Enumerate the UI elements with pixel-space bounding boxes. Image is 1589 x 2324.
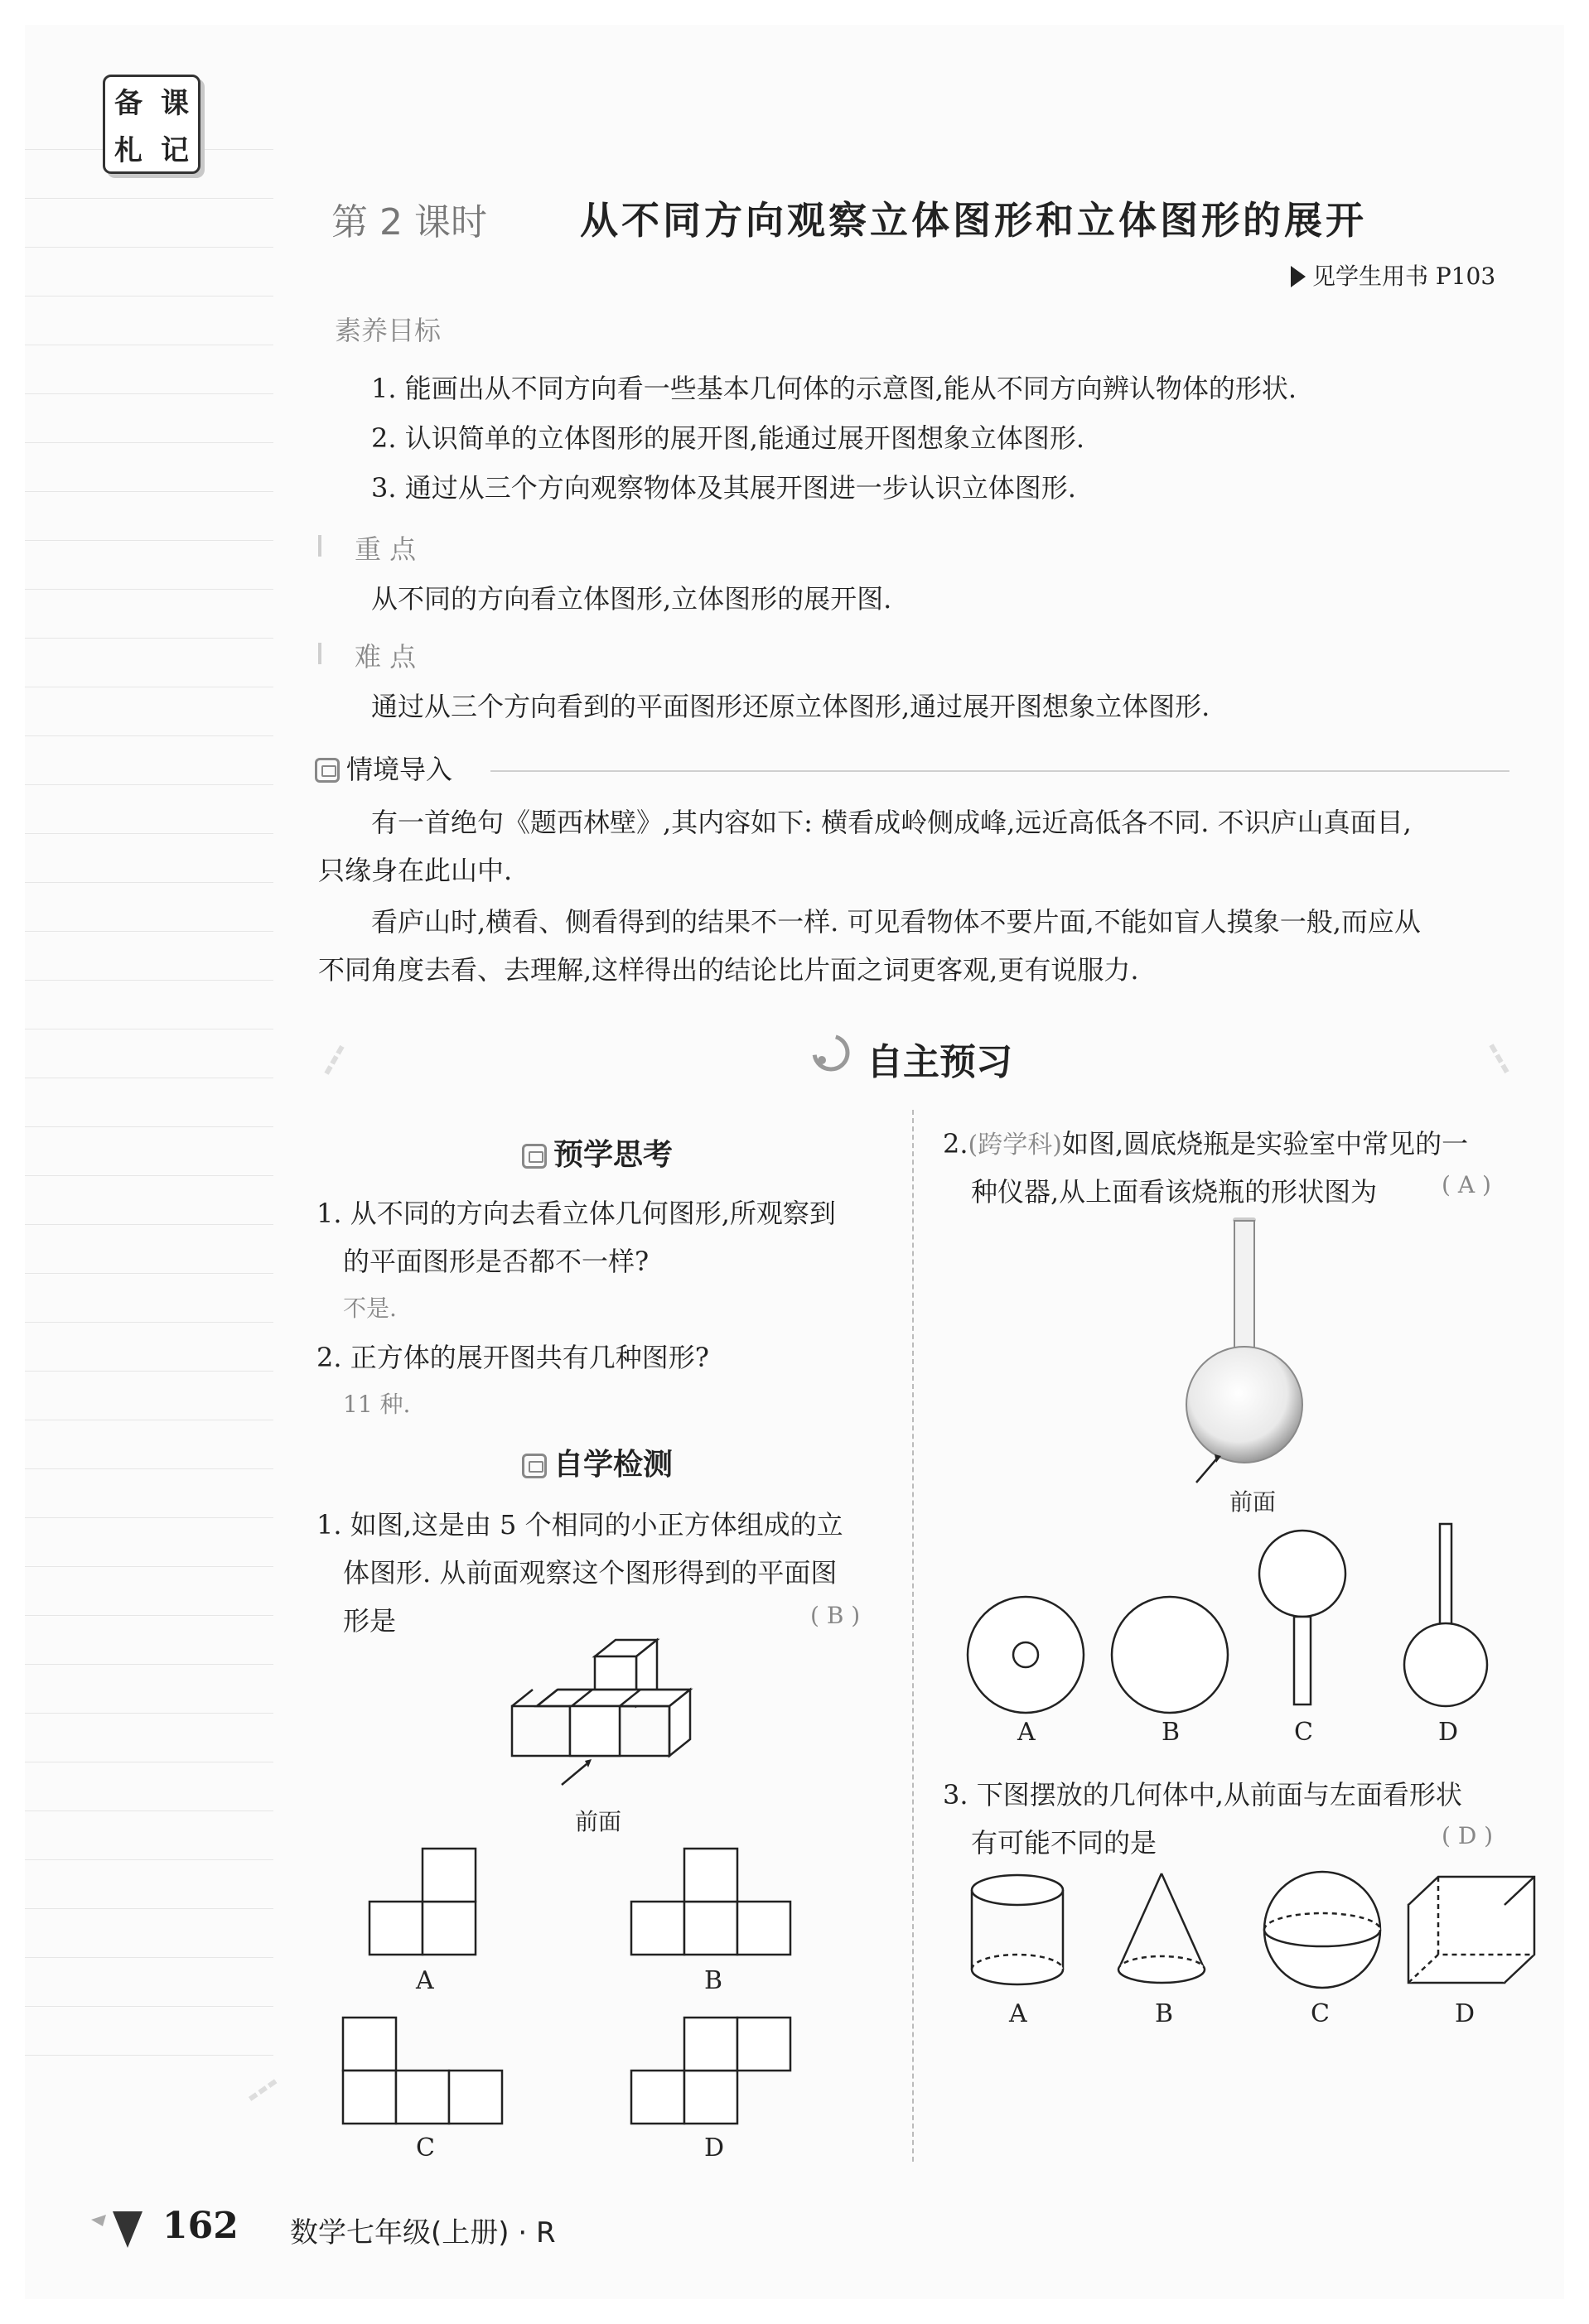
check-question: 体图形. 从前面观察这个图形得到的平面图 [343,1557,838,1589]
cross-subject-tag: (跨学科) [968,1131,1062,1160]
option-label: B [704,1966,723,1995]
option-label: A [416,1966,434,1995]
preview-answer: 不是. [343,1295,397,1322]
answer-choice: ( B ) [810,1602,861,1629]
section-bar [318,535,321,557]
reference-text: 见学生用书 P103 [1312,263,1496,290]
check-question: 1. 如图,这是由 5 个相同的小正方体组成的立 [316,1509,843,1540]
check-heading-row [522,1441,673,1483]
note-margin-lines [25,149,273,2137]
stamp-char: 记 [161,134,189,167]
check-heading: 自学检测 [553,1448,674,1482]
intro-heading-row [315,749,452,787]
key-point-heading: 重 点 [355,533,417,565]
q2-number: 2. [943,1128,968,1160]
answer-choice: ( A ) [1442,1171,1491,1198]
preview-heading: 预学思考 [553,1138,674,1172]
goal-item: 2. 认识简单的立体图形的展开图,能通过展开图想象立体图形. [371,422,1085,454]
option-label: D [1438,1718,1459,1747]
intro-divider [490,770,1509,772]
front-label: 前面 [575,1808,622,1835]
intro-paragraph: 看庐山时,横看、侧看得到的结果不一样. 可见看物体不要片面,不能如盲人摸象一般,而应从 [371,906,1421,938]
check-icon [522,1454,547,1478]
intro-paragraph: 有一首绝句《题西林壁》,其内容如下: 横看成岭侧成峰,远近高低各不同. 不识庐山真面目, [371,807,1412,838]
column-divider [912,1110,914,2162]
self-study-icon [810,1032,852,1073]
scenario-icon [315,758,340,783]
difficult-point-text: 通过从三个方向看到的平面图形还原立体图形,通过展开图想象立体图形. [371,691,1210,722]
triangle-marker-icon [1291,266,1306,287]
preview-answer: 11 种. [343,1391,411,1418]
check-question: 形是 [343,1605,397,1637]
q2-text-line1 [943,1123,1468,1161]
book-title: 数学七年级(上册) · R [290,2216,556,2249]
goal-item: 1. 能画出从不同方向看一些基本几何体的示意图,能从不同方向辨认物体的形状. [371,373,1297,404]
option-label: D [704,2134,725,2162]
option-label: B [1155,1999,1174,2028]
preview-heading-row [522,1131,673,1174]
option-label: A [1009,1999,1027,2028]
student-book-reference [1291,258,1495,292]
option-label: C [416,2134,435,2162]
lesson-label: 第 2 课时 [331,201,487,243]
q2-text: 如图,圆底烧瓶是实验室中常见的一 [1061,1128,1469,1160]
option-label: C [1294,1718,1313,1747]
q3-text-line2: 有可能不同的是 [971,1827,1157,1859]
key-point-text: 从不同的方向看立体图形,立体图形的展开图. [371,583,892,615]
preview-question: 2. 正方体的展开图共有几种图形? [316,1342,709,1373]
option-label: D [1455,1999,1476,2028]
difficult-point-heading: 难 点 [355,641,417,673]
goal-item: 3. 通过从三个方向观察物体及其展开图进一步认识立体图形. [371,472,1076,504]
section-bar [318,643,321,664]
stamp-char: 札 [114,134,142,167]
stamp-char: 课 [161,87,189,120]
lesson-notes-stamp [103,75,200,174]
option-label: C [1311,1999,1330,2028]
corner-decoration-icon [91,2203,149,2253]
answer-choice: ( D ) [1442,1822,1494,1849]
q2-text-line2: 种仪器,从上面看该烧瓶的形状图为 [971,1176,1378,1208]
page-number: 162 [162,2205,239,2247]
intro-heading: 情境导入 [346,754,453,785]
goals-heading: 素养目标 [335,315,442,346]
lesson-title: 从不同方向观察立体图形和立体图形的展开 [580,198,1367,243]
preview-icon [522,1144,547,1169]
preview-question: 的平面图形是否都不一样? [343,1246,650,1277]
intro-paragraph: 不同角度去看、去理解,这样得出的结论比片面之词更客观,更有说服力. [318,954,1139,986]
front-label: 前面 [1229,1488,1277,1516]
five-cubes-figure [512,1640,744,1822]
option-label: A [1017,1718,1036,1747]
preview-question: 1. 从不同的方向去看立体几何图形,所观察到 [316,1198,836,1229]
intro-paragraph: 只缘身在此山中. [318,855,513,886]
solid-shape-figures [963,1864,1543,2004]
option-label: B [1162,1718,1181,1747]
stamp-char: 备 [114,87,142,120]
round-bottom-flask-figure [1180,1217,1312,1483]
answer-option-figures [369,1852,949,2158]
section-title: 自主预习 [867,1041,1012,1083]
q3-text-line1: 3. 下图摆放的几何体中,从前面与左面看形状 [943,1779,1462,1811]
